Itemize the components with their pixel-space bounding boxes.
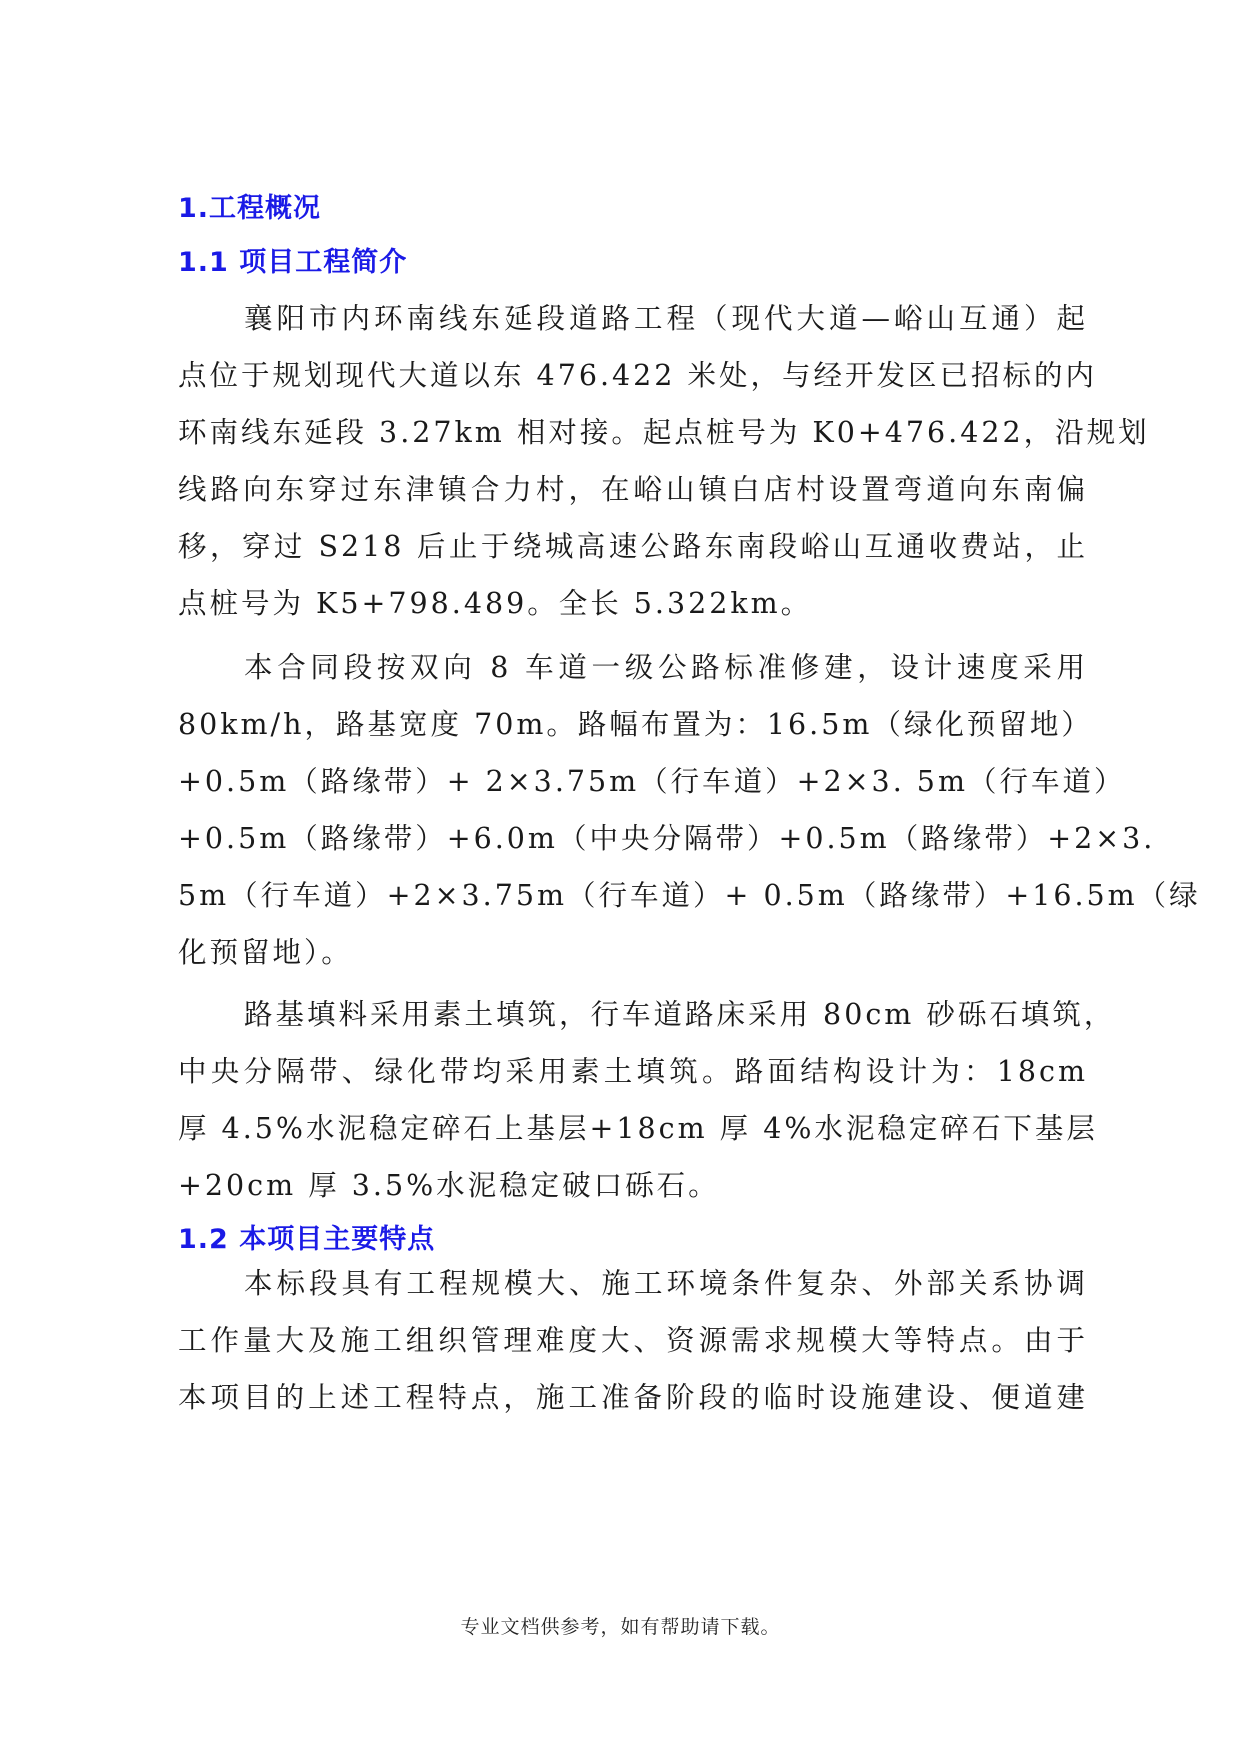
section-heading-1: 1.工程概况 (178, 193, 322, 224)
paragraph-line: 5m（行车道）+2×3.75m（行车道）+ 0.5m（路缘带）+16.5m（绿 (178, 879, 1201, 912)
paragraph-line: 线路向东穿过东津镇合力村，在峪山镇白店村设置弯道向东南偏 (178, 473, 1088, 506)
page-footer: 专业文档供参考，如有帮助请下载。 (460, 1616, 781, 1638)
paragraph-line: +0.5m（路缘带）+ 2×3.75m（行车道）+2×3. 5m（行车道） (178, 765, 1126, 798)
paragraph-line: 厚 4.5%水泥稳定碎石上基层+18cm 厚 4%水泥稳定碎石下基层 (178, 1112, 1098, 1145)
paragraph-line: 80km/h，路基宽度 70m。路幅布置为：16.5m（绿化预留地） (178, 708, 1093, 741)
paragraph-line: 路基填料采用素土填筑，行车道路床采用 80cm 砂砾石填筑， (244, 998, 1116, 1031)
paragraph-line: 点位于规划现代大道以东 476.422 米处，与经开发区已招标的内 (178, 359, 1097, 392)
paragraph-line: 移，穿过 S218 后止于绕城高速公路东南段峪山互通收费站，止 (178, 530, 1088, 563)
paragraph-line: 化预留地）。 (178, 936, 353, 969)
paragraph-line: +0.5m（路缘带）+6.0m（中央分隔带）+0.5m（路缘带）+2×3. (178, 822, 1156, 855)
paragraph-line: 本标段具有工程规模大、施工环境条件复杂、外部关系协调 (244, 1267, 1088, 1300)
paragraph-line: +20cm 厚 3.5%水泥稳定破口砾石。 (178, 1169, 720, 1202)
section-heading-1-2: 1.2 本项目主要特点 (178, 1224, 436, 1255)
paragraph-line: 本项目的上述工程特点，施工准备阶段的临时设施建设、便道建 (178, 1381, 1088, 1414)
paragraph-line: 环南线东延段 3.27km 相对接。起点桩号为 K0+476.422，沿规划 (178, 416, 1150, 449)
paragraph-line: 工作量大及施工组织管理难度大、资源需求规模大等特点。由于 (178, 1324, 1088, 1357)
paragraph-line: 中央分隔带、绿化带均采用素土填筑。路面结构设计为：18cm (178, 1055, 1088, 1088)
paragraph-line: 点桩号为 K5+798.489。全长 5.322km。 (178, 587, 813, 620)
section-heading-1-1: 1.1 项目工程简介 (178, 247, 408, 278)
paragraph-line: 本合同段按双向 8 车道一级公路标准修建，设计速度采用 (244, 651, 1088, 684)
paragraph-line: 襄阳市内环南线东延段道路工程（现代大道—峪山互通）起 (244, 302, 1088, 335)
